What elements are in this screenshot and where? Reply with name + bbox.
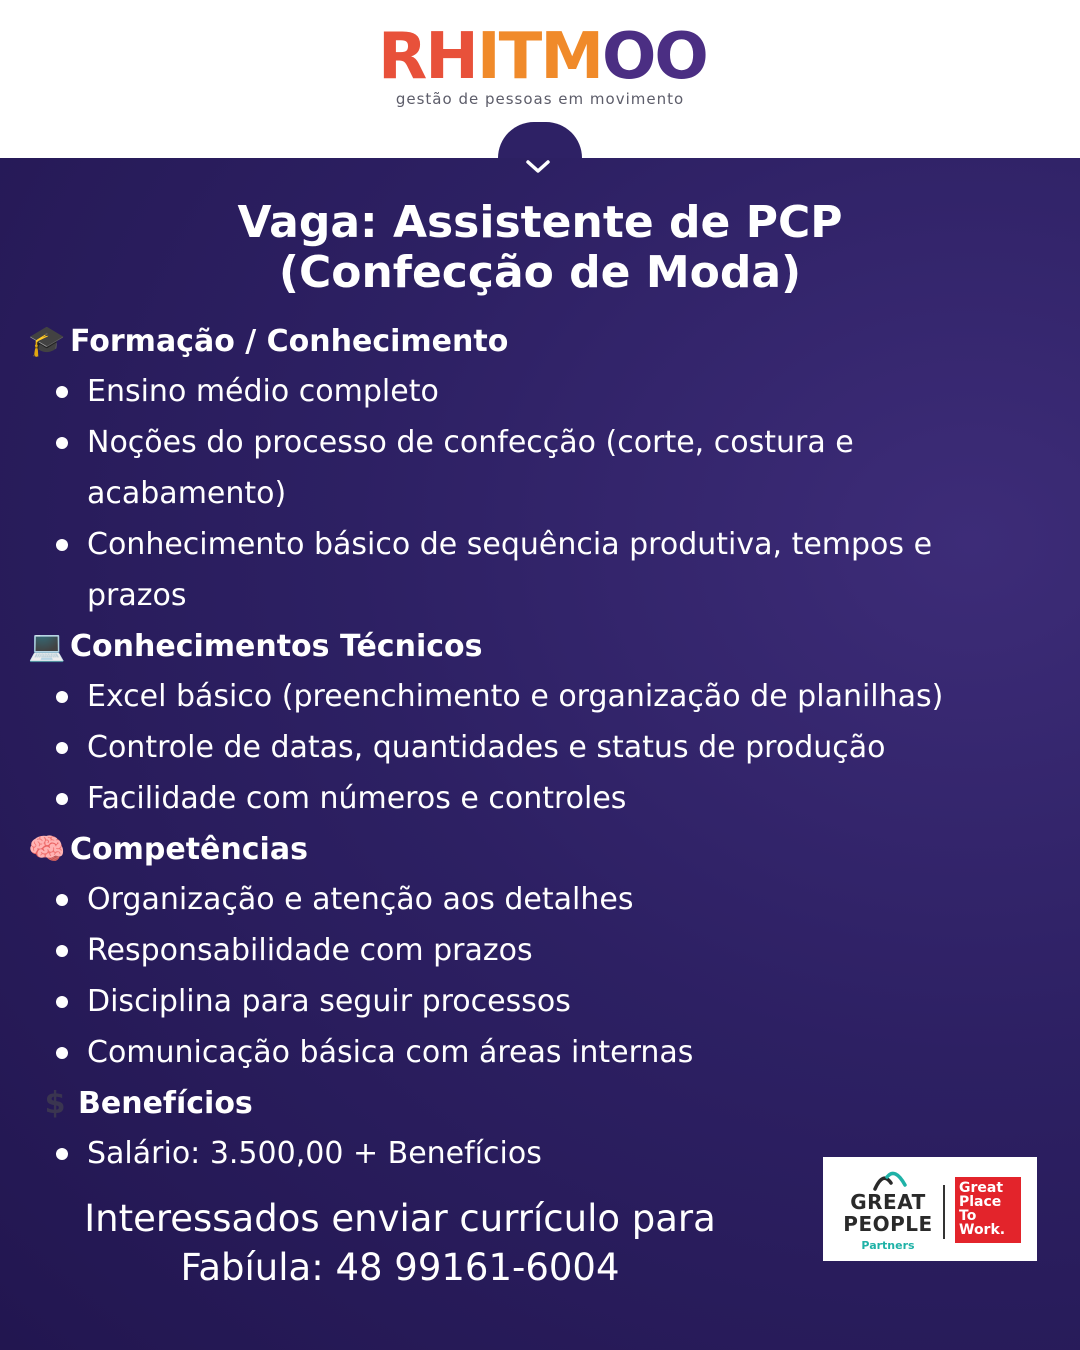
rhitmoo-logo (378, 20, 707, 94)
contact-phone: Fabíula: 48 99161-6004 (180, 1246, 620, 1289)
section-formacao (28, 316, 1028, 621)
contact-info (60, 1194, 740, 1292)
job-details (28, 316, 1028, 1179)
brain-icon: 🧠 (28, 831, 66, 867)
gptw-line1: Great (959, 1180, 1004, 1196)
great-people-line3: Partners (861, 1239, 915, 1252)
great-place-to-work-logo (955, 1177, 1021, 1243)
list-item: Facilidade com números e controles (28, 773, 1028, 824)
great-people-line2: PEOPLE (843, 1212, 933, 1236)
great-people-logo (833, 1167, 943, 1253)
section-heading: Competências (70, 831, 308, 867)
section-heading: Conhecimentos Técnicos (70, 628, 483, 664)
contact-line: Interessados enviar currículo para (84, 1197, 716, 1240)
list-item: Conhecimento básico de sequência produtiva, tempos e prazos (28, 519, 977, 621)
list-item: Comunicação básica com áreas internas (28, 1027, 1028, 1078)
graduation-cap-icon: 🎓 (28, 323, 66, 359)
list-item: Noções do processo de confecção (corte, costura e acabamento) (28, 417, 887, 519)
section-conhecimentos-tecnicos (28, 621, 1028, 824)
logo-tagline: gestão de pessoas em movimento (395, 90, 685, 108)
gptw-line3: To (959, 1208, 977, 1224)
logo-text-rh: RH (378, 20, 477, 94)
section-heading: Benefícios (78, 1085, 253, 1121)
great-people-arc-icon (871, 1169, 911, 1191)
list-item: Disciplina para seguir processos (28, 976, 1028, 1027)
list-item: Controle de datas, quantidades e status de produção (28, 722, 1028, 773)
list-item: Salário: 3.500,00 + Benefícios (28, 1128, 1028, 1179)
gptw-line4: Work. (959, 1222, 1006, 1238)
section-competencias (28, 824, 1028, 1078)
certification-badge (823, 1157, 1037, 1261)
logo-text-oo: OO (602, 20, 707, 94)
list-item: Ensino médio completo (28, 366, 1028, 417)
logo-text-it: IT (476, 20, 541, 94)
list-item: Responsabilidade com prazos (28, 925, 1028, 976)
chevron-down-icon (524, 156, 552, 176)
logo-text-m: M (540, 20, 602, 94)
section-heading: Formação / Conhecimento (70, 323, 509, 359)
badge-divider (943, 1185, 945, 1239)
page-title: Vaga: Assistente de PCP (Confecção de Moda) (237, 197, 843, 298)
list-item: Excel básico (preenchimento e organização de planilhas) (28, 671, 1028, 722)
laptop-icon: 💻 (28, 628, 66, 664)
dollar-icon: $ (44, 1085, 66, 1121)
list-item: Organização e atenção aos detalhes (28, 874, 1028, 925)
gptw-line2: Place (959, 1194, 1002, 1210)
great-people-line1: GREAT (850, 1190, 926, 1214)
